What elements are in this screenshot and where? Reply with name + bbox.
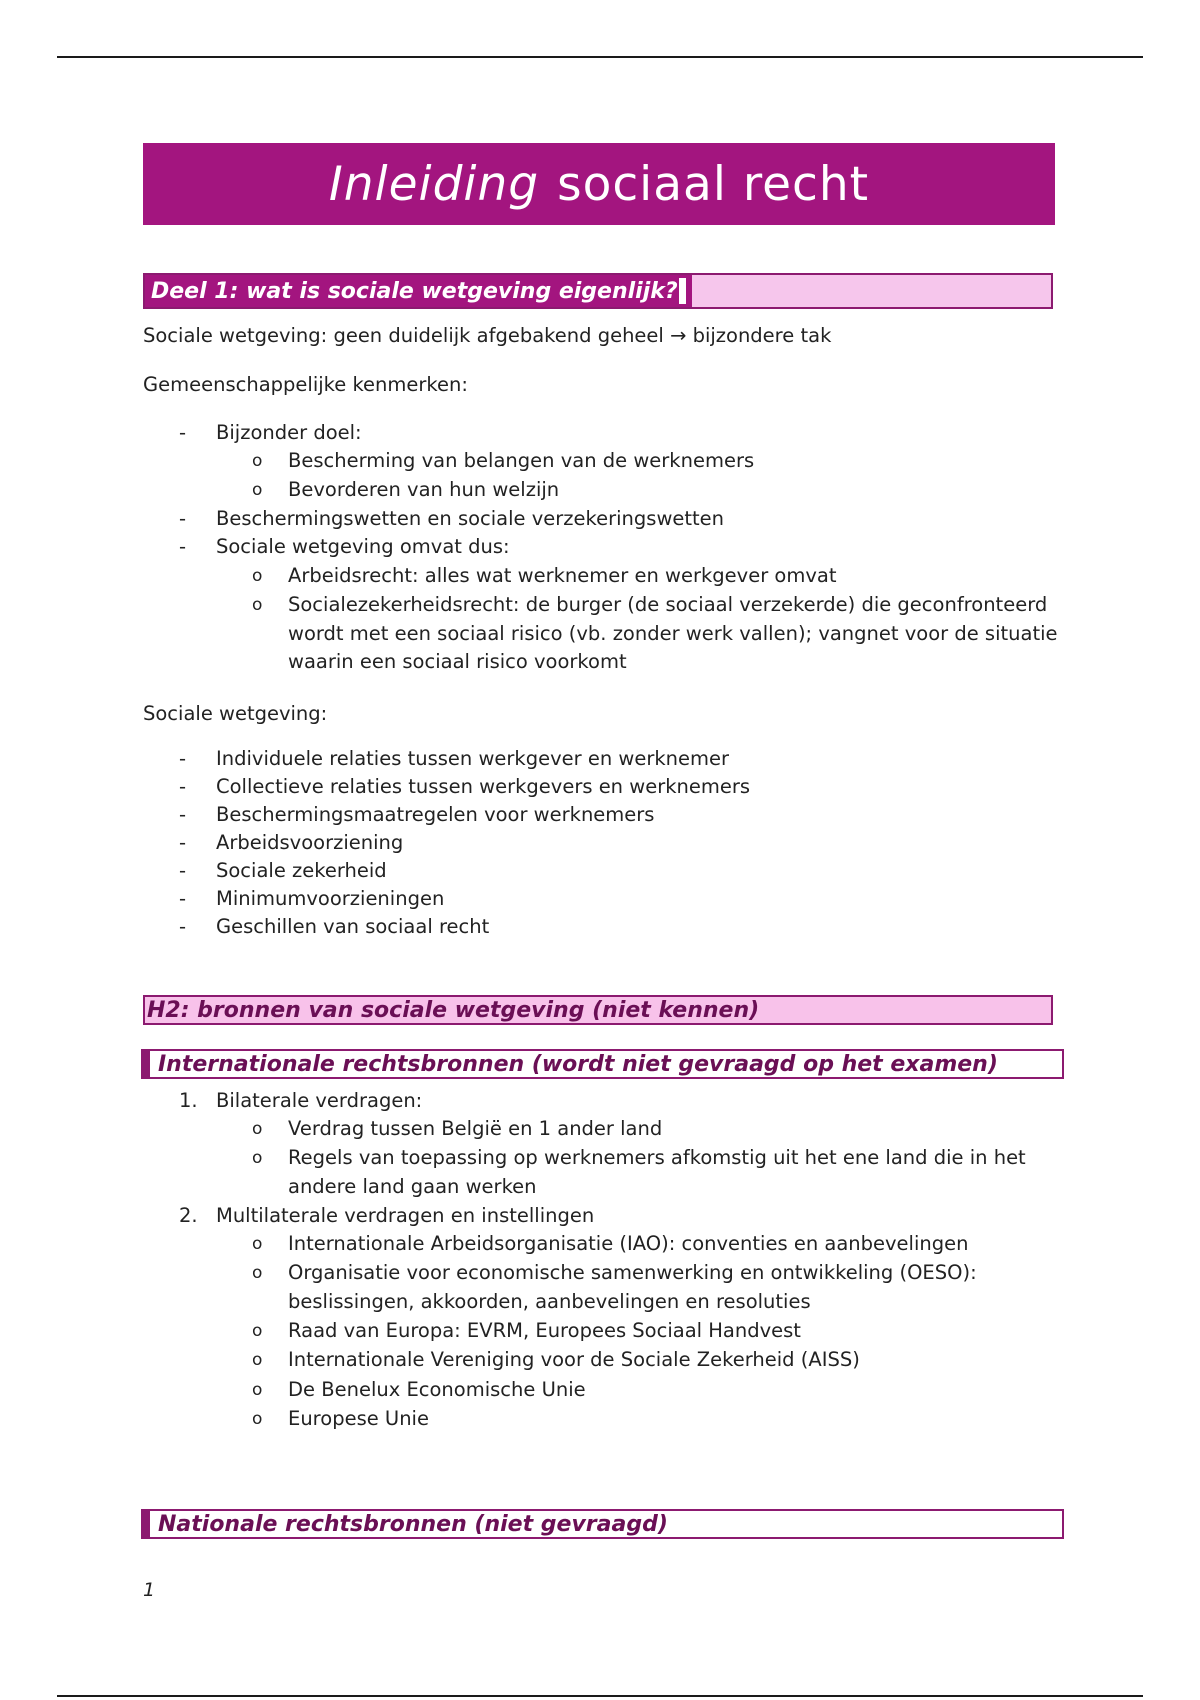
list-item: - Individuele relaties tussen werkgever en werknemer [179, 747, 730, 770]
list-item: o Verdrag tussen België en 1 ander land [252, 1117, 663, 1140]
heading-deel-1-label: Deel 1: wat is sociale wetgeving eigenlijk? [145, 275, 692, 307]
wetgeving-label: Sociale wetgeving: [143, 702, 328, 725]
title-italic: Inleiding [328, 156, 540, 212]
heading-internationale-rechtsbronnen: Internationale rechtsbronnen (wordt niet gevraagd op het examen) [141, 1049, 1064, 1079]
header-rule [57, 56, 1143, 58]
list-item: - Sociale wetgeving omvat dus: [179, 535, 510, 558]
footer-rule [57, 1695, 1143, 1697]
list-item: - Beschermingswetten en sociale verzekeringswetten [179, 507, 725, 530]
heading-nationale-rechtsbronnen: Nationale rechtsbronnen (niet gevraagd) [141, 1509, 1064, 1539]
list-item: - Geschillen van sociaal recht [179, 915, 490, 938]
page-number: 1 [143, 1579, 156, 1601]
list-item: o Raad van Europa: EVRM, Europees Sociaal Handvest [252, 1319, 801, 1342]
list-item: - Bijzonder doel: [179, 421, 362, 444]
heading-h2: H2: bronnen van sociale wetgeving (niet kennen) [143, 995, 1053, 1025]
list-item: o De Benelux Economische Unie [252, 1378, 586, 1401]
list-item: - Sociale zekerheid [179, 859, 387, 882]
list-item: o Bescherming van belangen van de werknemers [252, 449, 755, 472]
list-item: o Organisatie voor economische samenwerking en ontwikkeling (OESO): beslissingen, akkoorden, aanbevelingen en resoluties [252, 1261, 977, 1313]
list-item: o Bevorderen van hun welzijn [252, 478, 560, 501]
document-title [143, 143, 1055, 225]
intro-paragraph: Sociale wetgeving: geen duidelijk afgebakend geheel → bijzondere tak [143, 324, 832, 347]
list-item: o Internationale Vereniging voor de Sociale Zekerheid (AISS) [252, 1348, 860, 1371]
kenmerken-label: Gemeenschappelijke kenmerken: [143, 373, 468, 396]
heading-deel-1 [143, 273, 1053, 309]
list-item: - Arbeidsvoorziening [179, 831, 404, 854]
list-item: o Regels van toepassing op werknemers afkomstig uit het ene land die in het andere land gaan werken [252, 1146, 1026, 1198]
list-item: - Minimumvoorzieningen [179, 887, 445, 910]
list-item: 1. Bilaterale verdragen: [179, 1089, 423, 1112]
list-item: o Socialezekerheidsrecht: de burger (de sociaal verzekerde) die geconfronteerd wordt met een sociaal risico (vb. zonder werk vallen); vangnet voor de situatie waarin een sociaal risico voorkomt [252, 593, 1058, 673]
text-cursor [679, 278, 686, 304]
list-item: o Internationale Arbeidsorganisatie (IAO): conventies en aanbevelingen [252, 1232, 969, 1255]
list-item: o Europese Unie [252, 1407, 429, 1430]
list-item: 2. Multilaterale verdragen en instellingen [179, 1204, 595, 1227]
list-item: - Collectieve relaties tussen werkgevers en werknemers [179, 775, 751, 798]
title-rest: sociaal recht [557, 156, 870, 212]
list-item: o Arbeidsrecht: alles wat werknemer en werkgever omvat [252, 564, 837, 587]
list-item: - Beschermingsmaatregelen voor werknemers [179, 803, 655, 826]
